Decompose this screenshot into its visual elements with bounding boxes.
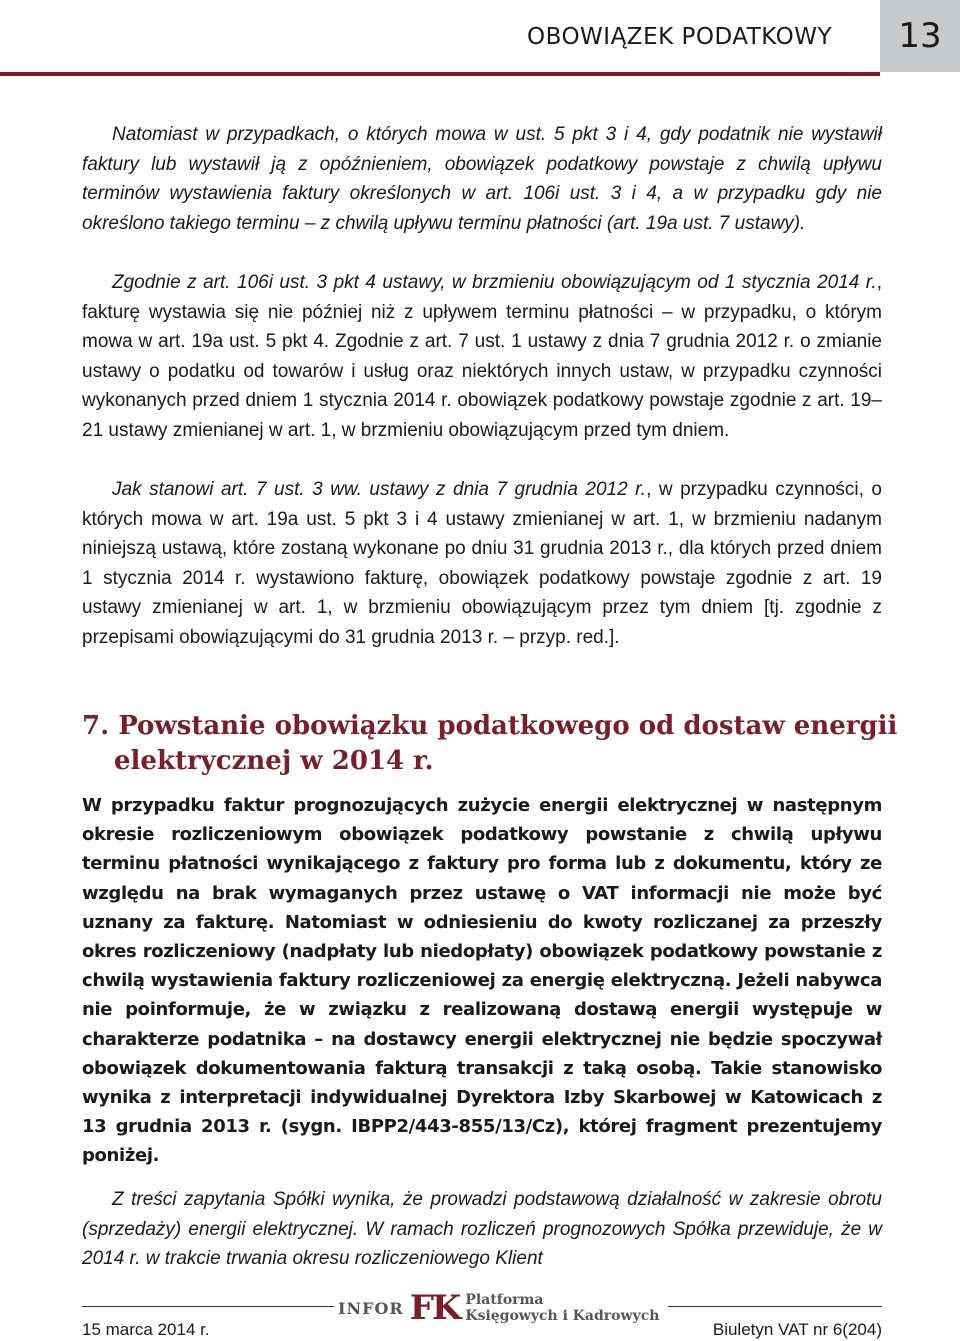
paragraph-2 xyxy=(82,268,882,446)
logo-line-2: Księgowych i Kadrowych xyxy=(465,1308,660,1324)
paragraph-3-text: , w przypadku czynności, o których mowa w art. 19a ust. 5 pkt 3 i 4 ustawy zmienianej w art. 1, w brzmieniu nadanym niniejszą ustawą, które zostaną wykonane po dniu 31 grudnia 2013 r., dla których przed dniem 1 stycznia 2014 r. wystawiono fakturę, obowiązek podatkowy powstaje zgodnie z art. 19 ustawy zmienianej w art. 1, w brzmieniu obowiązującym przez tym dniem [tj. zgodnie z przepisami obowiązującymi do 31 grudnia 2013 r. – przyp. red.]. xyxy=(82,479,882,648)
paragraph-2-citation: Zgodnie z art. 106i ust. 3 pkt 4 ustawy, w brzmieniu obowiązującym od 1 stycznia 2014 r. xyxy=(112,272,877,293)
footer-rule-left xyxy=(82,1306,334,1307)
running-header-title: OBOWIĄZEK PODATKOWY xyxy=(526,24,832,50)
infor-logo-text: INFOR xyxy=(338,1298,404,1318)
paragraph-3 xyxy=(82,475,882,653)
section-heading: 7. Powstanie obowiązku podatkowego od dostaw energii elektrycznej w 2014 r. xyxy=(82,711,898,776)
interpretation-quote: Z treści zapytania Spółki wynika, że prowadzi podstawową działalność w zakresie obrotu (sprzedaży) energii elektrycznej. W ramach rozliczeń prognozowych Spółka przewiduje, że w 2014 r. w trakcie trwania okresu rozliczeniowego Klient xyxy=(82,1189,882,1270)
footer-publication: Biuletyn VAT nr 6(204) xyxy=(712,1320,882,1339)
footer-rule-right xyxy=(668,1306,882,1307)
page-number: 13 xyxy=(898,16,942,56)
paragraph-3-citation: Jak stanowi art. 7 ust. 3 ww. ustawy z dnia 7 grudnia 2012 r. xyxy=(112,479,647,500)
header-rule xyxy=(0,72,880,76)
platform-logo-text xyxy=(465,1292,659,1324)
logo-line-1: Platforma xyxy=(465,1292,544,1308)
page-number-tab xyxy=(880,0,960,72)
paragraph-2-text: , fakturę wystawia się nie później niż z upływem terminu płatności – w przypadku, o którym mowa w art. 19a ust. 5 pkt 4. Zgodnie z art. 7 ust. 1 ustawy z dnia 7 grudnia 2012 r. o zmianie ustawy o podatku od towarów i usług oraz niektórych innych ustaw, w przypadku czynności wykonanych przed dniem 1 stycznia 2014 r. obowiązek podatkowy powstaje zgodnie z art. 19–21 ustawy zmienianej w art. 1, w brzmieniu obowiązującym przed tym dniem. xyxy=(82,272,882,441)
publisher-logo xyxy=(338,1288,664,1328)
footer-date: 15 marca 2014 r. xyxy=(82,1320,210,1339)
fk-logo-mark: FK xyxy=(409,1288,460,1328)
paragraph-1: Natomiast w przypadkach, o których mowa w ust. 5 pkt 3 i 4, gdy podatnik nie wystawił faktury lub wystawił ją z opóźnieniem, obowiązek podatkowy powstaje z chwilą upływu terminów wystawienia faktury określonych w art. 106i ust. 3 i 4, a w przypadku gdy nie określono takiego terminu – z chwilą upływu terminu płatności (art. 19a ust. 7 ustawy). xyxy=(82,124,882,234)
section-lead: W przypadku faktur prognozujących zużycie energii elektrycznej w następnym okresie rozliczeniowym obowiązek podatkowy powstanie z chwilą upływu terminu płatności wynikającego z faktury pro forma lub z dokumentu, który ze względu na brak wymaganych przez ustawę o VAT informacji nie może być uznany za fakturę. Natomiast w odniesieniu do kwoty rozliczanej za przeszły okres rozliczeniowy (nadpłaty lub niedopłaty) obowiązek podatkowy powstanie z chwilą wystawienia faktury rozliczeniowej za energię elektryczną. Jeżeli nabywca nie poinformuje, że w związku z realizowaną dostawą energii występuje w charakterze podatnika – na dostawcy energii elektrycznej nie będzie spoczywał obowiązek dokumentowania fakturą transakcji z taką osobą. Takie stanowisko wynika z interpretacji indywidualnej Dyrektora Izby Skarbowej w Katowicach z 13 grudnia 2013 r. (sygn. IBPP2/443-855/13/Cz), której fragment prezentujemy poniżej. xyxy=(82,795,882,1167)
